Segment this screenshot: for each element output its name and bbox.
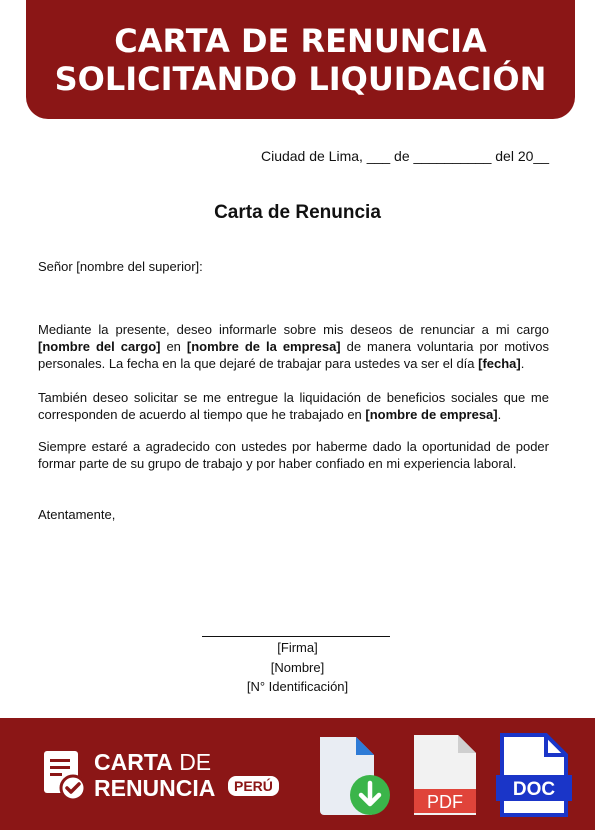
google-doc-download-icon[interactable] bbox=[316, 733, 394, 817]
paragraph-1 bbox=[38, 321, 549, 372]
p1-text-c: en bbox=[160, 339, 187, 354]
p1-placeholder-empresa: [nombre de la empresa] bbox=[186, 339, 341, 354]
brand-de: DE bbox=[179, 749, 212, 775]
brand-renuncia: RENUNCIA bbox=[94, 775, 216, 801]
header-banner bbox=[26, 0, 575, 119]
paragraph-2 bbox=[38, 389, 549, 423]
p2-placeholder-empresa: [nombre de empresa] bbox=[365, 407, 498, 422]
p1-text-e: de manera voluntaria por motivos personales. La fecha en la que dejaré de trabajar para ustedes va ser el día bbox=[38, 339, 549, 371]
p1-text-g: . bbox=[520, 356, 525, 371]
pdf-label: PDF bbox=[427, 792, 463, 812]
document-check-icon bbox=[42, 749, 86, 801]
page-title-line1: CARTA DE RENUNCIA bbox=[114, 22, 487, 60]
p1-placeholder-cargo: [nombre del cargo] bbox=[38, 339, 161, 354]
signature-identificacion: [N° Identificación] bbox=[246, 679, 349, 694]
p1-placeholder-fecha: [fecha] bbox=[478, 356, 521, 371]
p2-text-a: También deseo solicitar se me entregue la liquidación de beneficios sociales que me corresponden de acuerdo al tiempo que he trabajado en bbox=[38, 390, 549, 422]
brand-peru-badge: PERÚ bbox=[228, 776, 279, 796]
doc-file-icon[interactable] bbox=[494, 733, 574, 817]
doc-label: DOC bbox=[512, 779, 556, 800]
page-title-line2: SOLICITANDO LIQUIDACIÓN bbox=[54, 60, 547, 98]
p1-text-a: Mediante la presente, deseo informarle sobre mis deseos de renunciar a mi cargo bbox=[38, 322, 549, 337]
paragraph-3: Siempre estaré a agradecido con ustedes por haberme dado la oportunidad de poder formar parte de su grupo de trabajo y por haber confiado en mi experiencia laboral. bbox=[38, 439, 549, 471]
signature-firma: [Firma] bbox=[277, 640, 318, 655]
p2-text-c: . bbox=[497, 407, 502, 422]
closing: Atentamente, bbox=[38, 507, 116, 522]
date-line: Ciudad de Lima, ___ de __________ del 20__ bbox=[260, 148, 549, 164]
brand-carta: CARTA bbox=[94, 749, 173, 775]
salutation: Señor [nombre del superior]: bbox=[38, 259, 203, 274]
brand-line1 bbox=[94, 749, 211, 775]
signature-nombre: [Nombre] bbox=[270, 660, 325, 675]
pdf-file-icon[interactable] bbox=[412, 733, 478, 817]
letter-title: Carta de Renuncia bbox=[214, 202, 381, 223]
footer-banner bbox=[0, 718, 595, 830]
signature-line bbox=[202, 636, 390, 637]
